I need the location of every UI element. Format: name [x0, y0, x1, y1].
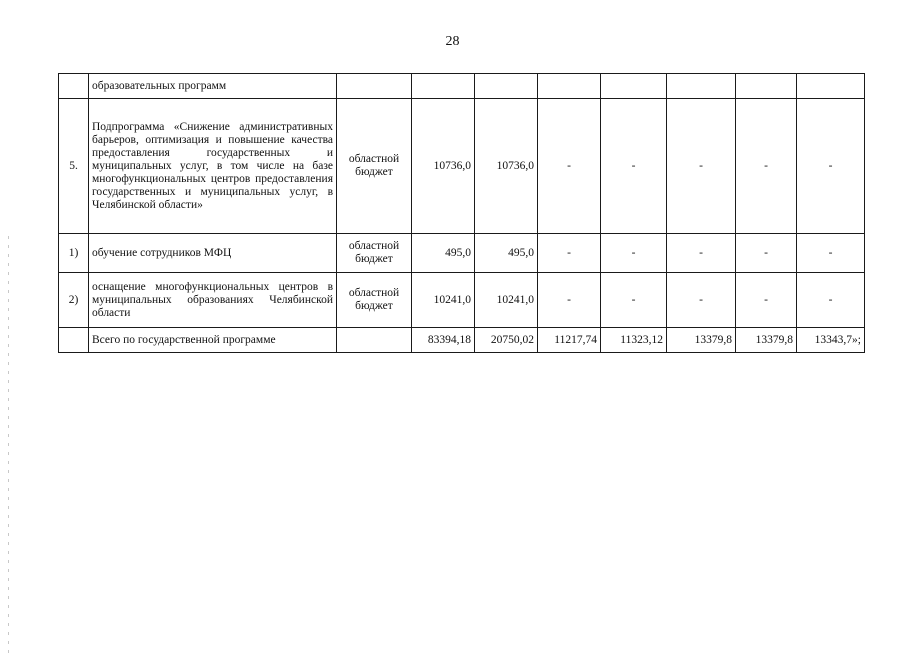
row-number: 5. [59, 99, 89, 234]
row-value-year-4: - [667, 99, 736, 234]
row-value-year-4: - [667, 273, 736, 328]
table-row-total [59, 328, 865, 353]
row-funding-source [337, 328, 412, 353]
row-value-year-3: 11323,12 [601, 328, 667, 353]
row-value-total: 10736,0 [412, 99, 475, 234]
row-value-year-4: - [667, 234, 736, 273]
row-value-year-5: - [736, 273, 797, 328]
scan-edge-mark [8, 236, 9, 656]
row-value-year-6: 13343,7»; [797, 328, 865, 353]
row-value-year-5: - [736, 99, 797, 234]
row-name: образовательных программ [89, 74, 337, 99]
table-row-subprogram [59, 99, 865, 234]
row-value-total: 10241,0 [412, 273, 475, 328]
row-funding-source: областной бюджет [337, 234, 412, 273]
row-value-year-4 [667, 74, 736, 99]
row-value-year-3: - [601, 99, 667, 234]
row-value-year-1: 20750,02 [475, 328, 538, 353]
row-value-total: 83394,18 [412, 328, 475, 353]
row-number: 1) [59, 234, 89, 273]
row-value-year-3: - [601, 234, 667, 273]
row-name: оснащение многофункциональных центров в муниципальных образованиях Челябинской области [89, 273, 337, 328]
row-value-total: 495,0 [412, 234, 475, 273]
row-number: 2) [59, 273, 89, 328]
row-name: обучение сотрудников МФЦ [89, 234, 337, 273]
row-value-year-2: - [538, 99, 601, 234]
row-value-year-1: 10241,0 [475, 273, 538, 328]
row-value-year-2 [538, 74, 601, 99]
page-number: 28 [445, 34, 460, 49]
row-value-year-2: - [538, 273, 601, 328]
row-funding-source [337, 74, 412, 99]
row-name: Всего по государственной программе [89, 328, 337, 353]
row-value-year-5: 13379,8 [736, 328, 797, 353]
row-value-year-2: 11217,74 [538, 328, 601, 353]
row-value-year-6 [797, 74, 865, 99]
row-number [59, 328, 89, 353]
budget-table [58, 73, 865, 353]
table-row-item-2 [59, 273, 865, 328]
row-value-year-3 [601, 74, 667, 99]
row-value-year-4: 13379,8 [667, 328, 736, 353]
row-value-year-1: 495,0 [475, 234, 538, 273]
row-value-year-6: - [797, 273, 865, 328]
row-value-year-2: - [538, 234, 601, 273]
row-value-year-5: - [736, 234, 797, 273]
row-value-year-1: 10736,0 [475, 99, 538, 234]
table-row-continuation [59, 74, 865, 99]
row-funding-source: областной бюджет [337, 99, 412, 234]
table-row-item-1 [59, 234, 865, 273]
row-number [59, 74, 89, 99]
row-value-year-6: - [797, 234, 865, 273]
row-value-year-5 [736, 74, 797, 99]
row-value-year-3: - [601, 273, 667, 328]
row-name: Подпрограмма «Снижение административных барьеров, оптимизация и повышение качества предоставления государственных и муниципальных услуг, в том числе на базе многофункциональных центров предоставления государственных и муниципальных услуг, в Челябинской области» [89, 99, 337, 234]
row-funding-source: областной бюджет [337, 273, 412, 328]
row-value-total [412, 74, 475, 99]
row-value-year-6: - [797, 99, 865, 234]
row-value-year-1 [475, 74, 538, 99]
